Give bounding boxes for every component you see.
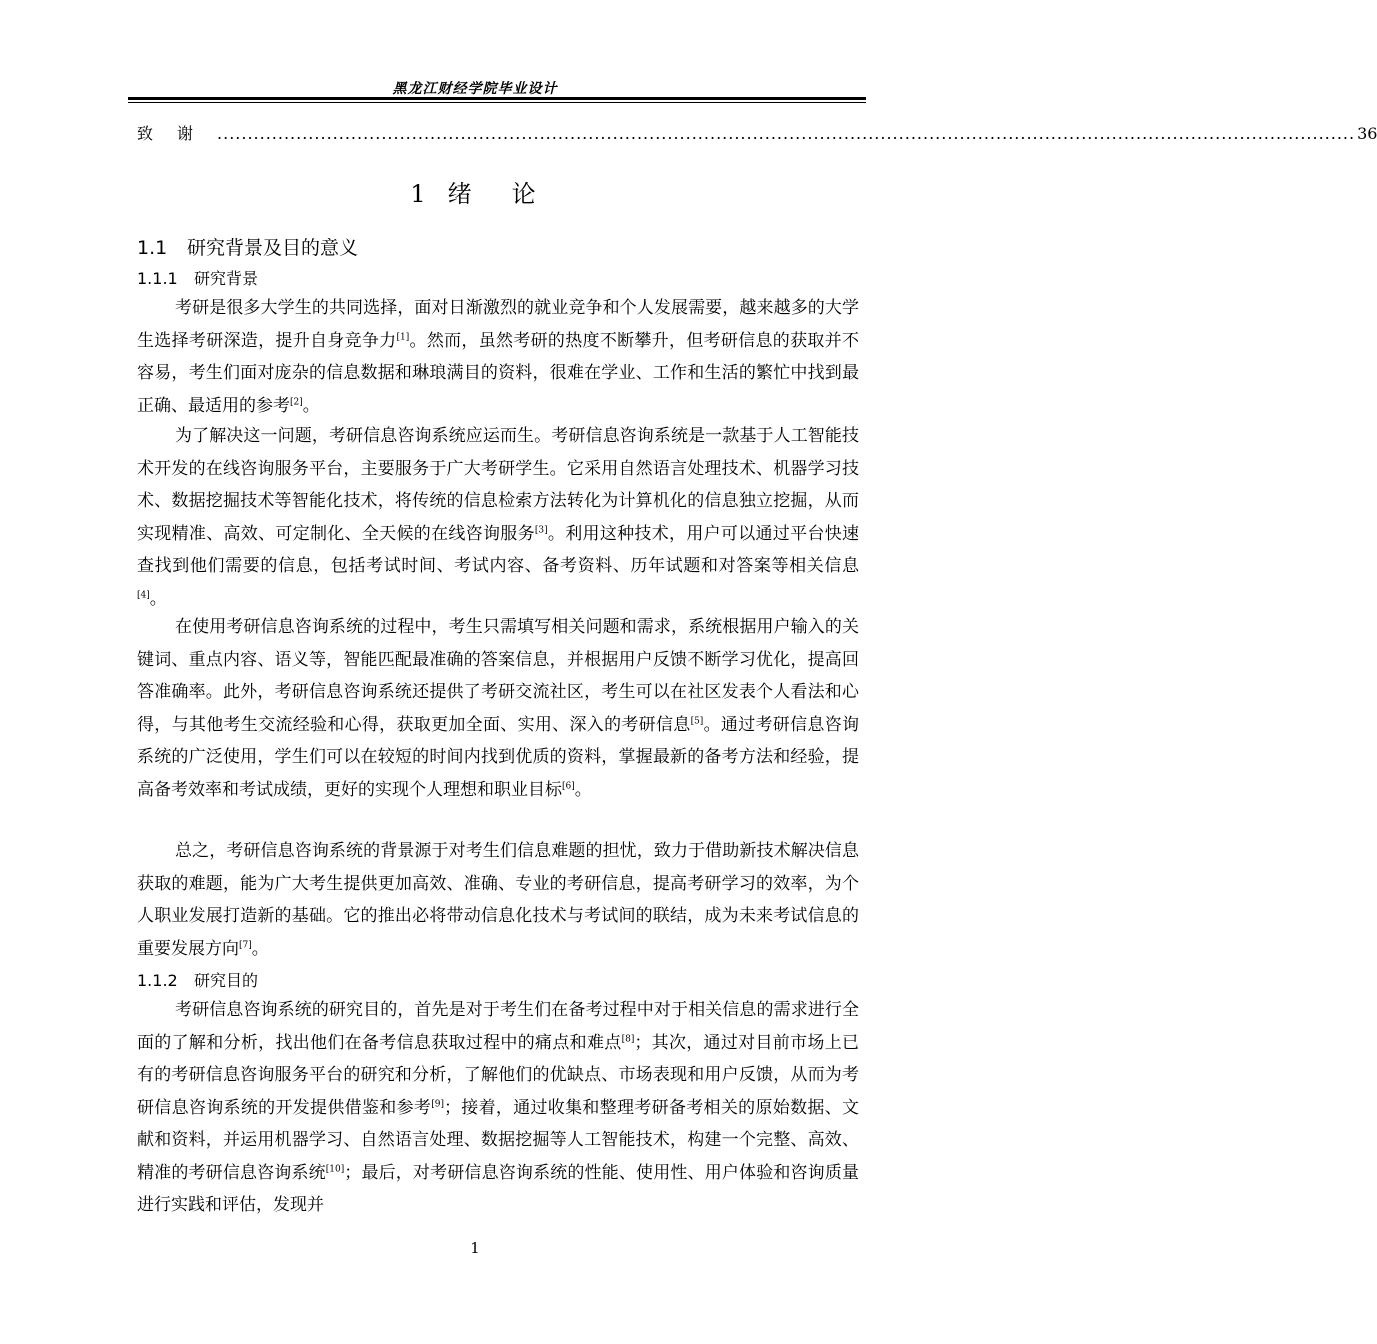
subsection-title: 研究背景 [194, 269, 259, 288]
chapter-title-char-1: 绪 [447, 180, 476, 208]
body-paragraph-3 [137, 611, 859, 806]
citation-ref: [6] [562, 780, 575, 791]
body-paragraph-4 [137, 835, 859, 965]
subsection-number: 1.1.2 [137, 971, 178, 990]
paragraph-text: 在使用考研信息咨询系统的过程中，考生只需填写相关问题和需求，系统根据用户输入的关键词、重点内容、语义等，智能匹配最准确的答案信息，并根据用户反馈不断学习优化，提高回答准确率。此外，考研信息咨询系统还提供了考研交流社区，考生可以在社区发表个人看法和心得，与其他考生交流经验和心得，获取更加全面、实用、深入的考研信息 [137, 617, 859, 735]
body-paragraph-1 [137, 292, 859, 422]
subsection-heading-purpose [137, 968, 258, 991]
paragraph-text: 总之，考研信息咨询系统的背景源于对考生们信息难题的担忧，致力于借助新技术解决信息获取的难题，能为广大考生提供更加高效、准确、专业的考研信息，提高考研学习的效率，为个人职业发展打造新的基础。它的推出必将带动信息化技术与考试间的联结，成为未来考试信息的重要发展方向 [137, 841, 859, 959]
citation-ref: [10] [325, 1163, 345, 1174]
paragraph-text: 为了解决这一问题，考研信息咨询系统应运而生。考研信息咨询系统是一款基于人工智能技术开发的在线咨询服务平台，主要服务于广大考研学生。它采用自然语言处理技术、机器学习技术、数据挖掘技术等智能化技术，将传统的信息检索方法转化为计算机化的信息独立挖掘，从而实现精准、高效、可定制化、全天候的在线咨询服务 [137, 426, 859, 544]
paragraph-text: ；接着，通过收集和整理考研备考相关的原始数据、文献和资料，并运用机器学习、自然语言处理、数据挖掘等人工智能技术，构建一个完整、高效、精准的考研信息咨询系统 [137, 1097, 860, 1183]
citation-ref: [5] [690, 715, 704, 726]
citation-ref: [1] [396, 331, 410, 342]
paragraph-text: 。然而，虽然考研的热度不断攀升，但考研信息的获取并不容易，考生们面对庞杂的信息数据和琳琅满目的资料，很难在学业、工作和生活的繁忙中找到最正确、最适用的参考 [137, 330, 860, 416]
chapter-number: 1 [410, 180, 430, 208]
paragraph-text: 。 [251, 938, 269, 959]
paragraph-text: 考研是很多大学生的共同选择，面对日渐激烈的就业竞争和个人发展需要，越来越多的大学生选择考研深造，提升自身竞争力 [137, 298, 859, 351]
toc-leader-dots: ........................................................................................................................................................................................... [217, 124, 1356, 143]
paragraph-text: 。 [149, 588, 167, 609]
toc-entry-label: 致谢 [137, 124, 218, 143]
citation-ref: [7] [239, 939, 252, 950]
page-number: 1 [470, 1239, 480, 1257]
citation-ref: [2] [290, 396, 303, 407]
chapter-title [0, 174, 950, 209]
paragraph-text: ；其次，通过对目前市场上已有的考研信息咨询服务平台的研究和分析，了解他们的优缺点、市场表现和用户反馈，从而为考研信息咨询系统的开发提供借鉴和参考 [137, 1032, 860, 1118]
paragraph-text: 。通过考研信息咨询系统的广泛使用，学生们可以在较短的时间内找到优质的资料，掌握最新的备考方法和经验，提高备考效率和考试成绩，更好的实现个人理想和职业目标 [137, 714, 860, 800]
header-rule-thick [128, 97, 866, 100]
paragraph-text: 考研信息咨询系统的研究目的，首先是对于考生们在备考过程中对于相关信息的需求进行全面的了解和分析，找出他们在备考信息获取过程中的痛点和难点 [137, 1000, 859, 1053]
section-title: 研究背景及目的意义 [187, 237, 359, 259]
section-number: 1.1 [137, 237, 168, 259]
subsection-heading-background [137, 266, 258, 289]
subsection-number: 1.1.1 [137, 269, 178, 288]
toc-entry-acknowledgements [137, 121, 1377, 143]
citation-ref: [8] [621, 1033, 635, 1044]
paragraph-text: 。 [302, 395, 320, 416]
running-header: 黑龙江财经学院毕业设计 [392, 81, 558, 97]
section-heading [137, 233, 358, 260]
header-rule-thin [128, 102, 866, 103]
paragraph-text: 。 [574, 779, 592, 800]
body-paragraph-5 [137, 994, 859, 1222]
paragraph-text: 。利用这种技术，用户可以通过平台快速查找到他们需要的信息，包括考试时间、考试内容、备考资料、历年试题和对答案等相关信息 [137, 523, 860, 576]
body-paragraph-2 [137, 420, 859, 615]
toc-page-number: 36 [1357, 124, 1377, 143]
paragraph-text: ；最后，对考研信息咨询系统的性能、使用性、用户体验和咨询质量进行实践和评估，发现并 [137, 1162, 860, 1215]
citation-ref: [3] [534, 524, 548, 535]
subsection-title: 研究目的 [194, 971, 259, 990]
citation-ref: [4] [137, 589, 150, 600]
citation-ref: [9] [431, 1098, 444, 1109]
chapter-title-char-2: 论 [511, 180, 540, 208]
